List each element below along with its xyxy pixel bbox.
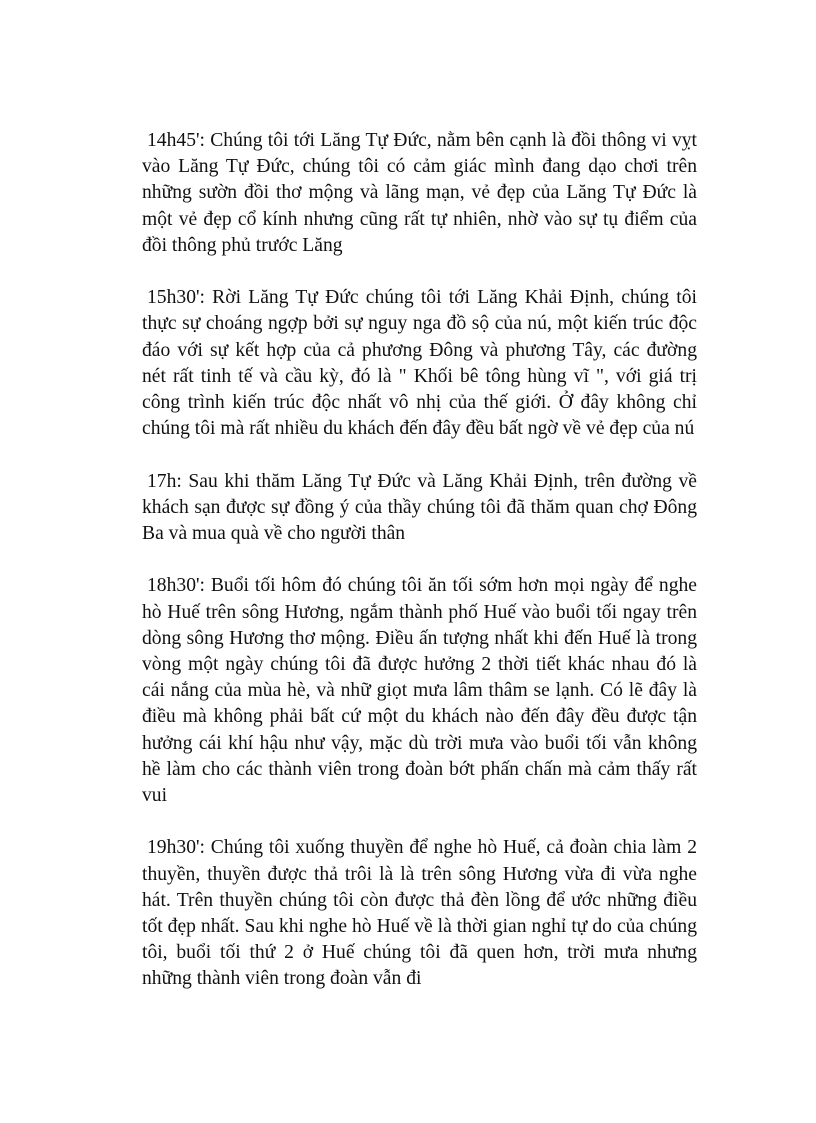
paragraph-17h: 17h: Sau khi thăm Lăng Tự Đức và Lăng Khải Định, trên đường về khách sạn được sự đồng ý của thầy chúng tôi đã thăm quan chợ Đông Ba và mua quà về cho người thân [142,470,697,545]
paragraph-19h30: 19h30': Chúng tôi xuống thuyền để nghe hò Huế, cả đoàn chia làm 2 thuyền, thuyền được thả trôi là là trên sông Hương vừa đi vừa nghe hát. Trên thuyền chúng tôi còn được thả đèn lồng để ước những điều tốt đẹp nhất. Sau khi nghe hò Huế về là thời gian nghỉ tự do của chúng tôi, buổi tối thứ 2 ở Huế chúng tôi đã quen hơn, trời mưa nhưng những thành viên trong đoàn vẫn đi [142,837,697,990]
paragraph-14h45: 14h45': Chúng tôi tới Lăng Tự Đức, nằm bên cạnh là đồi thông vi vỵt vào Lăng Tự Đức, chúng tôi có cảm giác mình đang dạo chơi trên những sườn đồi thơ mộng và lãng mạn, vẻ đẹp của Lăng Tự Đức là một vẻ đẹp cổ kính nhưng cũng rất tự nhiên, nhờ vào sự tụ điểm của đồi thông phủ trước Lăng [142,130,697,256]
document-body [142,128,697,1019]
paragraph-15h30: 15h30': Rời Lăng Tự Đức chúng tôi tới Lăng Khải Định, chúng tôi thực sự choáng ngợp bởi sự nguy nga đồ sộ của nú, một kiến trúc độc đáo với sự kết hợp của cả phương Đông và phương Tây, các đường nét rất tinh tế và cầu kỳ, đó là " Khối bê tông hùng vĩ ", với giá trị công trình kiến trúc độc nhất vô nhị của thế giới. Ở đây không chỉ chúng tôi mà rất nhiều du khách đến đây đều bất ngờ về vẻ đẹp của nú [142,287,697,440]
paragraph-18h30: 18h30': Buổi tối hôm đó chúng tôi ăn tối sớm hơn mọi ngày để nghe hò Huế trên sông Hương, ngắm thành phố Huế vào buổi tối ngay trên dòng sông Hương thơ mộng. Điều ấn tượng nhất khi đến Huế là trong vòng một ngày chúng tôi đã được hưởng 2 thời tiết khác nhau đó là cái nắng của mùa hè, và nhữ giọt mưa lâm thâm se lạnh. Có lẽ đây là điều mà không phải bất cứ một du khách nào đến đây đều được tận hưởng cái khí hậu như vậy, mặc dù trời mưa vào buổi tối vẫn không hề làm cho các thành viên trong đoàn bớt phấn chấn mà cảm thấy rất vui [142,575,697,807]
